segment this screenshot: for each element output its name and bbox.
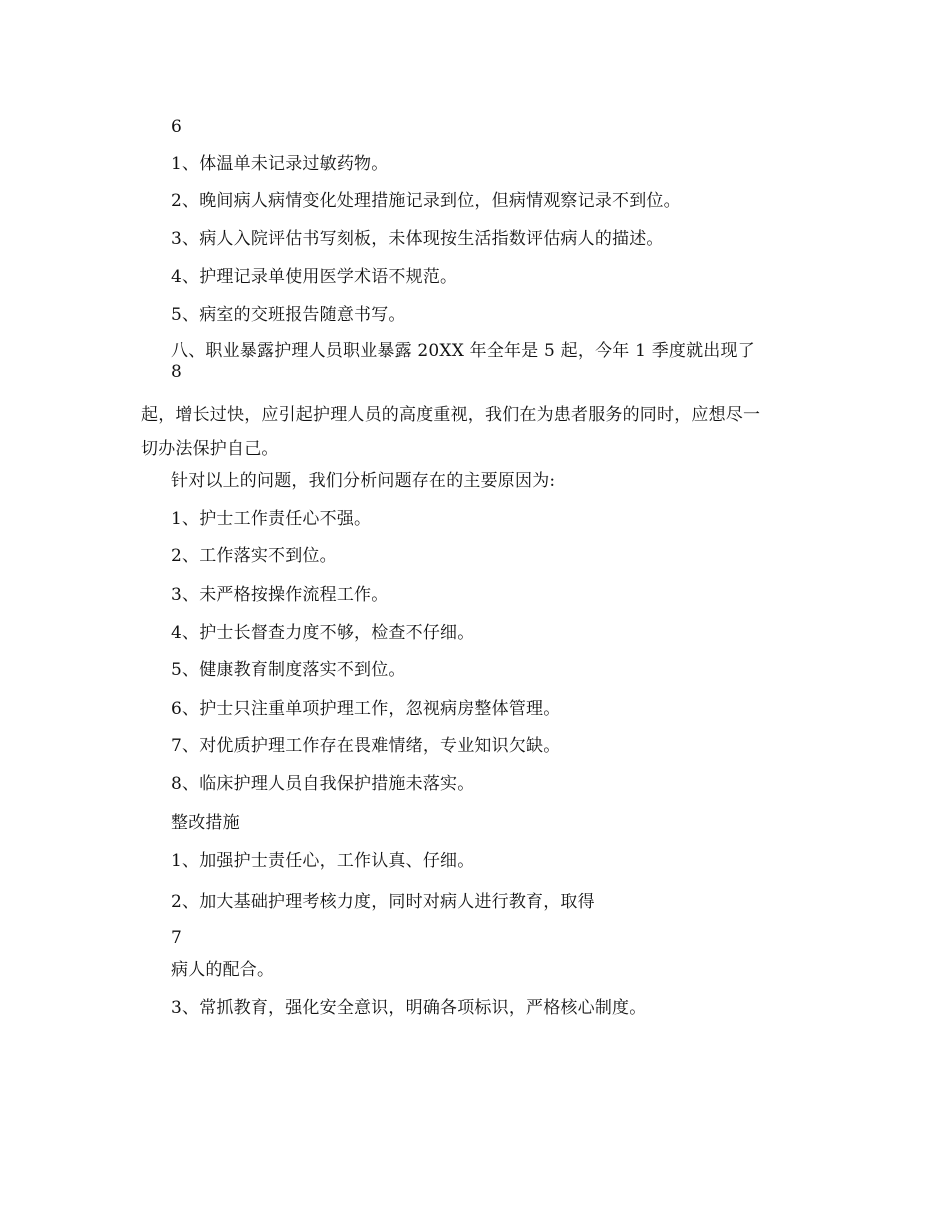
- page-number-marker: 7: [171, 928, 183, 948]
- text-line: 6、护士只注重单项护理工作，忽视病房整体管理。: [171, 699, 561, 719]
- text-line: 1、护士工作责任心不强。: [171, 509, 372, 529]
- page-number-marker: 6: [171, 117, 183, 137]
- text-line: 5、病室的交班报告随意书写。: [171, 305, 406, 325]
- section-heading: 整改措施: [171, 813, 240, 833]
- text-line: 2、加大基础护理考核力度，同时对病人进行教育，取得: [171, 892, 595, 912]
- text-line: 切办法保护自己。: [141, 439, 279, 459]
- section-heading-line: 八、职业暴露护理人员职业暴露 20XX 年全年是 5 起，今年 1 季度就出现了: [171, 341, 755, 361]
- page-number-marker: 8: [171, 362, 183, 382]
- text-line: 起，增长过快，应引起护理人员的高度重视，我们在为患者服务的同时，应想尽一: [141, 405, 761, 425]
- text-line: 1、体温单未记录过敏药物。: [171, 154, 389, 174]
- text-line: 3、病人入院评估书写刻板，未体现按生活指数评估病人的描述。: [171, 229, 664, 249]
- text-line: 7、对优质护理工作存在畏难情绪，专业知识欠缺。: [171, 736, 561, 756]
- text-line: 针对以上的问题，我们分析问题存在的主要原因为:: [171, 471, 556, 491]
- text-line: 4、护理记录单使用医学术语不规范。: [171, 267, 458, 287]
- text-line: 3、常抓教育，强化安全意识，明确各项标识，严格核心制度。: [171, 998, 647, 1018]
- text-line: 2、晚间病人病情变化处理措施记录到位，但病情观察记录不到位。: [171, 191, 681, 211]
- text-line: 病人的配合。: [171, 960, 275, 980]
- text-line: 4、护士长督查力度不够，检查不仔细。: [171, 623, 475, 643]
- text-line: 1、加强护士责任心，工作认真、仔细。: [171, 851, 475, 871]
- text-line: 8、临床护理人员自我保护措施未落实。: [171, 774, 475, 794]
- text-line: 2、工作落实不到位。: [171, 546, 337, 566]
- text-line: 3、未严格按操作流程工作。: [171, 585, 389, 605]
- text-line: 5、健康教育制度落实不到位。: [171, 660, 406, 680]
